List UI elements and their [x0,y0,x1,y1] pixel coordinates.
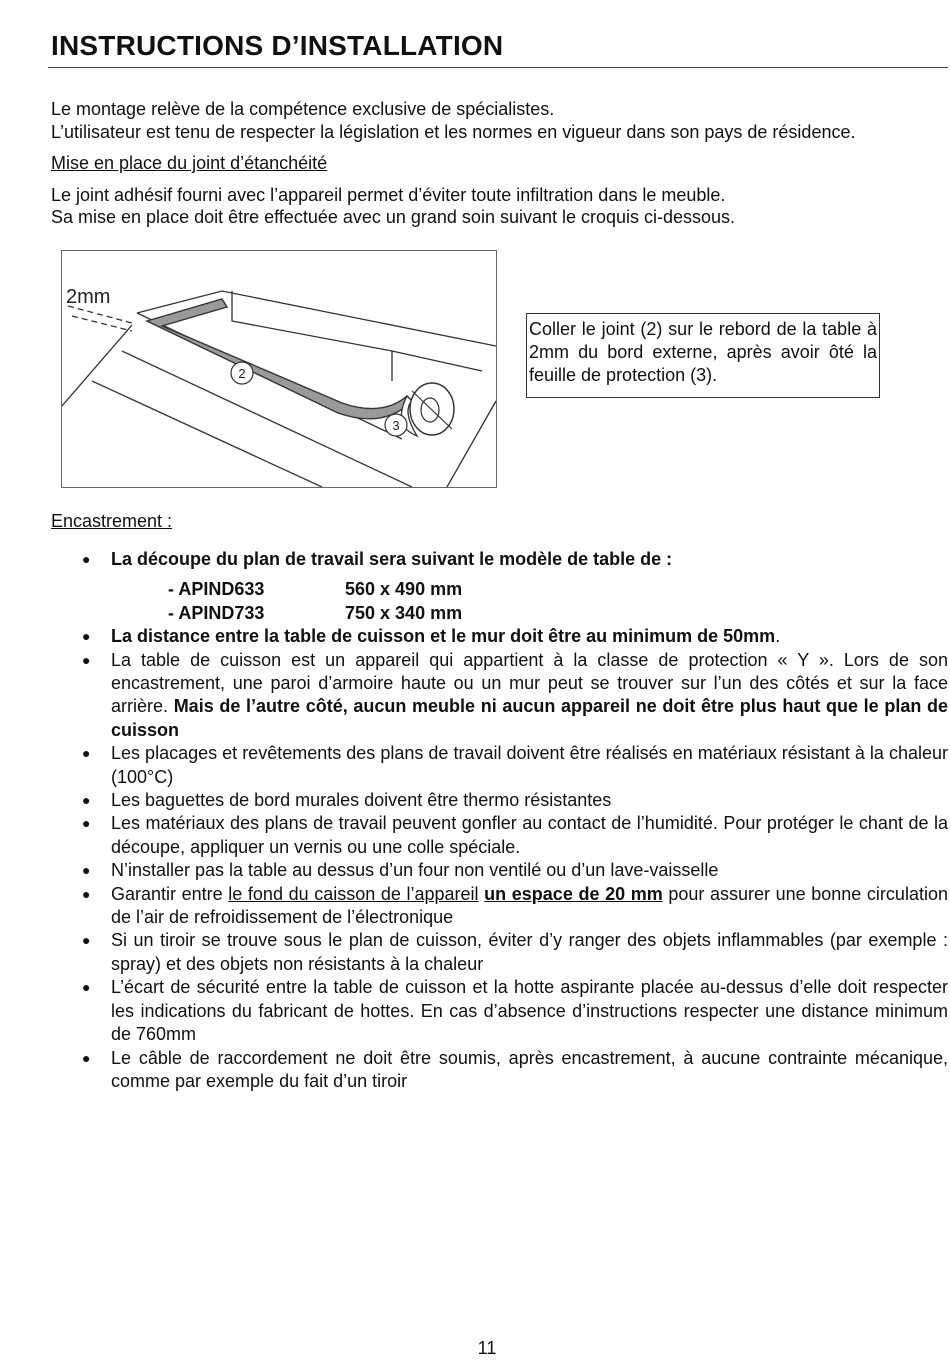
page-title: INSTRUCTIONS D’INSTALLATION [51,30,504,61]
placages-text: Les placages et revêtements des plans de travail doivent être réalisés en matériaux résistant à la chaleur (100°C) [111,743,948,787]
model-name: - APIND733 [168,602,265,623]
four-text: N’installer pas la table au dessus d’un four non ventilé ou d’un lave-vaisselle [111,860,719,881]
list-item-ecart [51,976,948,1046]
distance-end: . [775,626,781,647]
guide-dash-1 [68,306,132,323]
garantir-text-2: pour assurer une bonne circulation de l’air de refroidissement de l’électronique [111,883,948,928]
bullet-icon: ● [82,815,91,832]
gap-label: 2mm [66,286,111,308]
cable-text: Le câble de raccordement ne doit être soumis, après encastrement, à aucune contrainte mécanique, comme par exemple du fait d’un tiroir [111,1047,948,1091]
class-text-bold: Mais de l’autre côté, aucun meuble ni aucun appareil ne doit être plus haut que le plan de cuisson [111,696,949,740]
list-item-class [51,649,948,743]
bullet-icon: ● [82,651,91,668]
bullet-icon: ● [82,862,91,879]
page-number: 11 [477,1338,497,1358]
label-2: 2 [238,366,246,381]
model-name: - APIND633 [168,579,265,600]
ecart-text: L’écart de sécurité entre la table de cuisson et la hotte aspirante placée au-dessus d’elle doit respecter les indications du fabricant de hottes. En cas d’absence d’instructions respecter une distance minimum de 760mm [111,977,948,1045]
gasket-strip [147,299,412,419]
joint-line-1: Le joint adhésif fourni avec l’appareil permet d’éviter toute infiltration dans le meuble. [51,185,726,205]
list-item-garantir [51,883,948,930]
garantir-bold-underlined: un espace de 20 mm [484,883,663,904]
list-item-cable [51,1047,948,1094]
materiaux-text: Les matériaux des plans de travail peuvent gonfler au contact de l’humidité. Pour protéger le chant de la découpe, appliquer un vernis ou une colle spéciale. [111,813,948,857]
label-3: 3 [392,418,400,433]
class-text: La table de cuisson est un appareil qui appartient à la classe de protection « Y ». Lors de son encastrement, une paroi d’armoire haute ou un mur peut se trouver sur l’un des côtés et sur la face arrière. [111,649,948,717]
model-row [168,602,948,625]
bullet-icon: ● [82,932,91,949]
installation-list [51,548,948,1093]
bullet-icon: ● [82,628,91,645]
cutout-inner [232,291,482,371]
table-front-left [62,325,132,406]
cutout-intro: La découpe du plan de travail sera suivant le modèle de table de : [111,549,673,569]
list-item-materiaux [51,812,948,859]
model-list [111,578,948,625]
bullet-icon: ● [82,792,91,809]
joint-line-2: Sa mise en place doit être effectuée avec un grand soin suivant le croquis ci-dessous. [51,207,736,227]
title-divider [48,67,948,68]
list-item-four [51,859,948,882]
intro-line-2: L’utilisateur est tenu de respecter la législation et les normes en vigueur dans son pays de résidence. [51,122,856,142]
seal-diagram [61,250,497,488]
list-item-tiroir [51,929,948,976]
list-item-baguettes [51,789,948,812]
counter-edge-2 [92,381,322,487]
baguettes-text: Les baguettes de bord murales doivent être thermo résistantes [111,790,612,811]
bullet-icon: ● [82,979,91,996]
seal-instruction-box: Coller le joint (2) sur le rebord de la table à 2mm du bord externe, après avoir ôté la feuille de protection (3). [526,313,880,398]
seal-diagram-drawing [62,251,496,487]
tiroir-text: Si un tiroir se trouve sous le plan de cuisson, éviter d’y ranger des objets inflammables (par exemple : spray) et des objets non résistants à la chaleur [111,930,948,974]
intro-line-1: Le montage relève de la compétence exclusive de spécialistes. [51,99,555,119]
model-size: 750 x 340 mm [345,602,463,623]
joint-heading: Mise en place du joint d’étanchéité [51,153,328,173]
distance-text: La distance entre la table de cuisson et le mur doit être au minimum de 50mm [111,626,776,647]
bullet-icon: ● [82,745,91,762]
encastrement-heading: Encastrement : [51,511,173,531]
model-row [168,578,948,601]
garantir-underlined: le fond du caisson de l’appareil [228,883,479,904]
bullet-icon: ● [82,885,91,902]
list-item-distance [51,625,948,648]
bullet-icon: ● [82,551,91,567]
guide-dash-2 [72,316,132,331]
model-size: 560 x 490 mm [345,579,463,600]
garantir-text-1: Garantir entre [111,883,229,904]
list-item-placages [51,742,948,789]
list-item-cutout [51,548,948,625]
bullet-icon: ● [82,1049,91,1066]
